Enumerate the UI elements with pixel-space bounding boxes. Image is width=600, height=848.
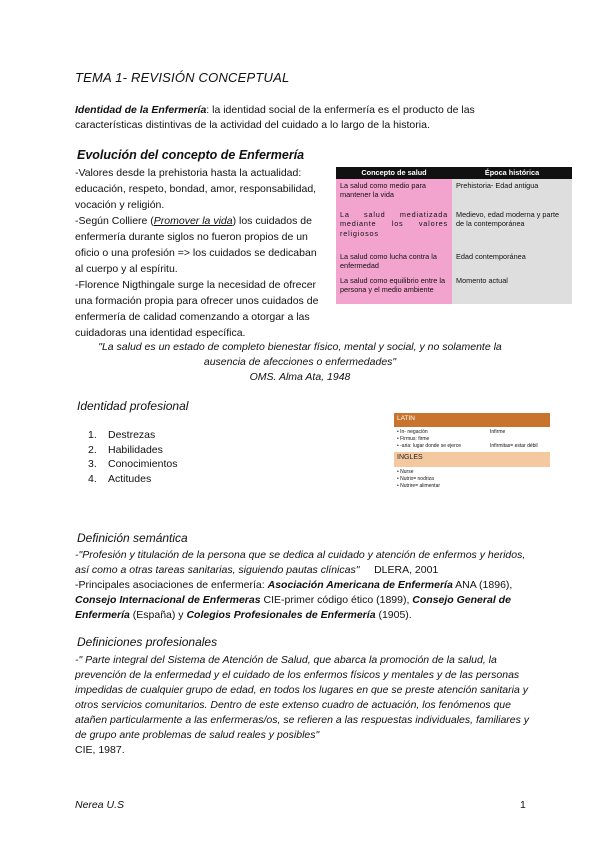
quote-line: ausencia de afecciones o enfermedades"	[203, 356, 397, 368]
quote-line: "La salud es un estado de completo bienestar físico, mental y social, y no solamente la	[98, 341, 502, 353]
list-item: 2. Habilidades	[88, 443, 163, 456]
list-item: 4. Actitudes	[88, 472, 152, 485]
evolution-heading: Evolución del concepto de Enfermería	[77, 148, 305, 162]
table-row: • Firmus: firme	[397, 436, 430, 442]
english-rows	[394, 467, 550, 492]
page-number: 1	[520, 799, 526, 811]
intro-term: Identidad de la Enfermería	[75, 104, 207, 116]
professional-quote: -" Parte integral del Sistema de Atención de Salud, que abarca la promoción de la salud, la prevención de la enfermedad y el cuidado de los enfermos físicos y mentales y de las personas impedidas de cualquier grupo de edad, en todos los lugares en que se preste atención sanitaria y otros servicios comunitarios. Dentro de este extenso cuadro de actuación, los fenómenos que atañen particularmente a las enfermeras/os, se refieren a las respuestas individuales, familiares y de grupo ante problemas de salud reales y posibles"	[75, 654, 530, 741]
table-cell: La salud como lucha contra la enfermedad	[336, 250, 452, 274]
table-row: • Nutrire= alimentar	[397, 483, 441, 489]
professional-source: CIE, 1987.	[75, 744, 125, 756]
identity-heading: Identidad profesional	[77, 399, 189, 413]
intro-paragraph	[75, 103, 525, 133]
english-band: INGLES	[394, 452, 550, 467]
evolution-text	[75, 165, 320, 341]
professional-text	[75, 653, 530, 758]
semantic-source: DLERA, 2001	[374, 564, 439, 576]
list-item: 1. Destrezas	[88, 429, 156, 441]
oms-quote	[80, 340, 520, 385]
table-cell: La salud como medio para mantener la vida	[336, 179, 452, 208]
latin-rows	[394, 427, 550, 452]
semantic-heading: Definición semántica	[77, 531, 188, 545]
intro-text: : la identidad social de la enfermería es el producto de las características distintivas de la actividad del cuidado a lo largo de la historia.	[75, 104, 475, 131]
table-cell: Medievo, edad moderna y parte de la contemporánea	[452, 208, 572, 250]
table-cell: Prehistoria- Edad antigua	[452, 179, 572, 208]
page-title: TEMA 1- REVISIÓN CONCEPTUAL	[75, 70, 290, 85]
table-cell: La salud como equilibrio entre la persona y el medio ambiente	[336, 274, 452, 304]
identity-list	[88, 428, 177, 486]
etymology-table	[394, 413, 550, 492]
health-concept-table	[336, 167, 572, 304]
assoc-name: Asociación Americana de Enfermería	[267, 579, 453, 591]
table-row: • Nurse	[397, 469, 414, 475]
evolution-p2: -Según Colliere (Promover la vida) los cuidados de enfermería durante siglos no fueron propios de un oficio o una profesión => los cuidados se dedicaban al cuerpo y al espíritu.	[75, 215, 317, 275]
table-row: • Nutrix= nodriza	[397, 476, 434, 482]
footer-author: Nerea U.S	[75, 799, 125, 811]
table-cell: Edad contemporánea	[452, 250, 572, 274]
list-item: 3. Conocimientos	[88, 458, 178, 470]
professional-heading: Definiciones profesionales	[77, 635, 218, 649]
latin-band: LATIN	[394, 413, 550, 427]
table-row: • In- negación Infirme	[397, 429, 506, 435]
table-header: Época histórica	[452, 167, 572, 179]
semantic-quote: -"Profesión y titulación de la persona que se dedica al cuidado y atención de enfermos y heridos, así como a otras tareas sanitarias, siguiendo pautas clínicas"	[75, 549, 526, 576]
colliere-book-title: Promover la vida	[153, 215, 233, 227]
semantic-text: -"Profesión y titulación de la persona que se dedica al cuidado y atención de enfermos y heridos, así como a otras tareas sanitarias, siguiendo pautas clínicas" DLERA, 2001 -Principales asociaciones de enfermería: Asociación Americana de Enfermería ANA (1896), Consejo Internacional de Enfermeras CIE-primer código ético (1899), Consejo General de Enfermería (España) y Colegios Profesionales de Enfermería (1905).	[75, 549, 526, 621]
table-cell: Momento actual	[452, 274, 572, 304]
assoc-name: Consejo General de Enfermería	[75, 594, 511, 621]
evolution-p3: -Florence Nigthingale surge la necesidad de ofrecer una formación propia para ofrecer unos cuidados de enfermería de calidad comenzando a otorgar a las cuidadoras una identidad específica.	[75, 279, 319, 339]
table-cell: La salud mediatizada mediante los valores religiosos	[336, 208, 452, 250]
quote-source: OMS. Alma Ata, 1948	[249, 371, 351, 383]
table-header: Concepto de salud	[336, 167, 452, 179]
assoc-name: Consejo Internacional de Enfermeras	[75, 594, 261, 606]
table-row: • -aria: lugar donde se ejerce Infirmitas= estar débil	[397, 443, 538, 449]
assoc-name: Colegios Profesionales de Enfermería	[186, 609, 376, 621]
evolution-p1: -Valores desde la prehistoria hasta la actualidad: educación, respeto, bondad, amor, responsabilidad, vocación y religión.	[75, 167, 317, 211]
